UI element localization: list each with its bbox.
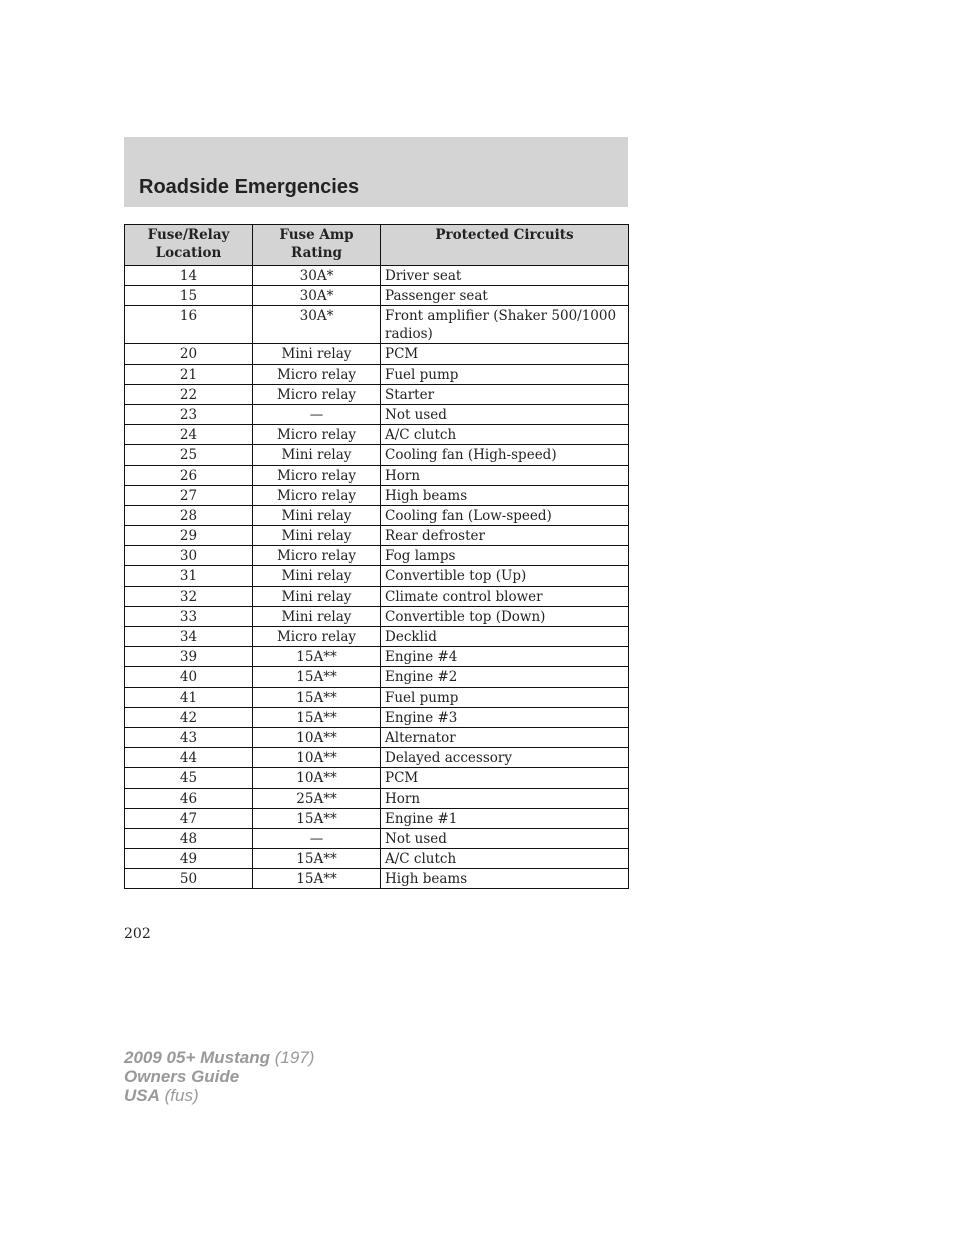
protected-circuit-cell: Cooling fan (Low-speed) <box>381 505 629 525</box>
protected-circuit-cell: PCM <box>381 344 629 364</box>
column-header-location: Fuse/Relay Location <box>125 225 253 266</box>
fuse-amp-rating-cell: — <box>253 828 381 848</box>
table-row <box>125 546 629 566</box>
fuse-location-cell: 45 <box>125 768 253 788</box>
fuse-location-cell: 50 <box>125 869 253 889</box>
protected-circuit-cell: Alternator <box>381 727 629 747</box>
fuse-location-cell: 42 <box>125 707 253 727</box>
fuse-amp-rating-cell: 10A** <box>253 748 381 768</box>
fuse-amp-rating-cell: 15A** <box>253 808 381 828</box>
table-row <box>125 526 629 546</box>
fuse-amp-rating-cell: 15A** <box>253 707 381 727</box>
table-row <box>125 808 629 828</box>
fuse-amp-rating-cell: 30A* <box>253 306 381 344</box>
table-row <box>125 748 629 768</box>
protected-circuit-cell: Not used <box>381 828 629 848</box>
fuse-amp-rating-cell: Mini relay <box>253 526 381 546</box>
footer-guide: Owners Guide <box>124 1067 240 1086</box>
footer-line-market <box>124 1086 314 1105</box>
footer-line-model <box>124 1048 314 1067</box>
fuse-location-cell: 30 <box>125 546 253 566</box>
fuse-amp-rating-cell: 15A** <box>253 647 381 667</box>
protected-circuit-cell: Rear defroster <box>381 526 629 546</box>
protected-circuit-cell: Engine #4 <box>381 647 629 667</box>
footer-model: 2009 05+ Mustang <box>124 1048 270 1067</box>
fuse-location-cell: 31 <box>125 566 253 586</box>
document-footer <box>124 1048 314 1105</box>
table-row <box>125 768 629 788</box>
footer-model-code: (197) <box>274 1048 315 1067</box>
table-row <box>125 266 629 286</box>
fuse-location-cell: 20 <box>125 344 253 364</box>
fuse-location-cell: 44 <box>125 748 253 768</box>
fuse-location-cell: 34 <box>125 627 253 647</box>
fuse-amp-rating-cell: Micro relay <box>253 627 381 647</box>
fuse-amp-rating-cell: 30A* <box>253 286 381 306</box>
table-row <box>125 687 629 707</box>
protected-circuit-cell: PCM <box>381 768 629 788</box>
protected-circuit-cell: Fuel pump <box>381 364 629 384</box>
fuse-location-cell: 28 <box>125 505 253 525</box>
fuse-location-cell: 29 <box>125 526 253 546</box>
fuse-location-cell: 46 <box>125 788 253 808</box>
fuse-location-cell: 16 <box>125 306 253 344</box>
table-row <box>125 606 629 626</box>
fuse-amp-rating-cell: Mini relay <box>253 586 381 606</box>
fuse-location-cell: 21 <box>125 364 253 384</box>
table-row <box>125 788 629 808</box>
fuse-location-cell: 41 <box>125 687 253 707</box>
fuse-amp-rating-cell: 30A* <box>253 266 381 286</box>
fuse-location-cell: 32 <box>125 586 253 606</box>
protected-circuit-cell: Cooling fan (High-speed) <box>381 445 629 465</box>
table-row <box>125 404 629 424</box>
protected-circuit-cell: Convertible top (Up) <box>381 566 629 586</box>
table-row <box>125 505 629 525</box>
fuse-amp-rating-cell: 10A** <box>253 727 381 747</box>
fuse-location-cell: 15 <box>125 286 253 306</box>
section-header-band <box>124 137 628 207</box>
table-row <box>125 566 629 586</box>
protected-circuit-cell: Convertible top (Down) <box>381 606 629 626</box>
footer-market: USA <box>124 1086 160 1105</box>
fuse-amp-rating-cell: Micro relay <box>253 384 381 404</box>
fuse-location-cell: 47 <box>125 808 253 828</box>
table-row <box>125 286 629 306</box>
table-row <box>125 384 629 404</box>
protected-circuit-cell: Engine #1 <box>381 808 629 828</box>
protected-circuit-cell: Delayed accessory <box>381 748 629 768</box>
table-row <box>125 425 629 445</box>
table-row <box>125 485 629 505</box>
protected-circuit-cell: Climate control blower <box>381 586 629 606</box>
fuse-location-cell: 33 <box>125 606 253 626</box>
protected-circuit-cell: A/C clutch <box>381 849 629 869</box>
table-row <box>125 465 629 485</box>
fuse-location-cell: 27 <box>125 485 253 505</box>
fuse-location-cell: 26 <box>125 465 253 485</box>
protected-circuit-cell: Horn <box>381 465 629 485</box>
fuse-location-cell: 43 <box>125 727 253 747</box>
fuse-amp-rating-cell: Micro relay <box>253 485 381 505</box>
table-row <box>125 707 629 727</box>
fuse-amp-rating-cell: Mini relay <box>253 566 381 586</box>
fuse-amp-rating-cell: 15A** <box>253 687 381 707</box>
table-row <box>125 627 629 647</box>
protected-circuit-cell: High beams <box>381 869 629 889</box>
fuse-location-cell: 40 <box>125 667 253 687</box>
fuse-amp-rating-cell: 15A** <box>253 667 381 687</box>
page-number: 202 <box>124 926 151 942</box>
protected-circuit-cell: Front amplifier (Shaker 500/1000 radios) <box>381 306 629 344</box>
protected-circuit-cell: Passenger seat <box>381 286 629 306</box>
table-row <box>125 364 629 384</box>
section-title: Roadside Emergencies <box>139 176 360 198</box>
table-row <box>125 344 629 364</box>
fuse-amp-rating-cell: 15A** <box>253 869 381 889</box>
fuse-location-cell: 22 <box>125 384 253 404</box>
fuse-amp-rating-cell: Mini relay <box>253 344 381 364</box>
protected-circuit-cell: Engine #3 <box>381 707 629 727</box>
protected-circuit-cell: High beams <box>381 485 629 505</box>
fuse-amp-rating-cell: Micro relay <box>253 465 381 485</box>
fuse-location-cell: 48 <box>125 828 253 848</box>
footer-market-code: (fus) <box>164 1086 199 1105</box>
fuse-location-cell: 25 <box>125 445 253 465</box>
column-header-protected-circuits: Protected Circuits <box>381 225 629 266</box>
table-row <box>125 647 629 667</box>
fuse-amp-rating-cell: Mini relay <box>253 505 381 525</box>
protected-circuit-cell: Horn <box>381 788 629 808</box>
table-row <box>125 828 629 848</box>
table-row <box>125 727 629 747</box>
protected-circuit-cell: Fuel pump <box>381 687 629 707</box>
table-row <box>125 869 629 889</box>
fuse-amp-rating-cell: 25A** <box>253 788 381 808</box>
fuse-location-cell: 24 <box>125 425 253 445</box>
table-row <box>125 306 629 344</box>
fuse-amp-rating-cell: 10A** <box>253 768 381 788</box>
fuse-location-cell: 23 <box>125 404 253 424</box>
table-row <box>125 849 629 869</box>
fuse-table <box>124 224 629 889</box>
fuse-amp-rating-cell: Mini relay <box>253 606 381 626</box>
fuse-amp-rating-cell: 15A** <box>253 849 381 869</box>
table-row <box>125 667 629 687</box>
fuse-location-cell: 39 <box>125 647 253 667</box>
protected-circuit-cell: Driver seat <box>381 266 629 286</box>
protected-circuit-cell: Fog lamps <box>381 546 629 566</box>
table-row <box>125 445 629 465</box>
protected-circuit-cell: A/C clutch <box>381 425 629 445</box>
protected-circuit-cell: Not used <box>381 404 629 424</box>
fuse-table-body <box>125 266 629 889</box>
protected-circuit-cell: Decklid <box>381 627 629 647</box>
column-header-amp-rating: Fuse Amp Rating <box>253 225 381 266</box>
table-header-row <box>125 225 629 266</box>
table-row <box>125 586 629 606</box>
protected-circuit-cell: Engine #2 <box>381 667 629 687</box>
fuse-amp-rating-cell: Micro relay <box>253 425 381 445</box>
fuse-amp-rating-cell: Mini relay <box>253 445 381 465</box>
fuse-location-cell: 14 <box>125 266 253 286</box>
fuse-amp-rating-cell: Micro relay <box>253 546 381 566</box>
fuse-amp-rating-cell: Micro relay <box>253 364 381 384</box>
fuse-location-cell: 49 <box>125 849 253 869</box>
footer-line-guide <box>124 1067 314 1086</box>
protected-circuit-cell: Starter <box>381 384 629 404</box>
fuse-amp-rating-cell: — <box>253 404 381 424</box>
